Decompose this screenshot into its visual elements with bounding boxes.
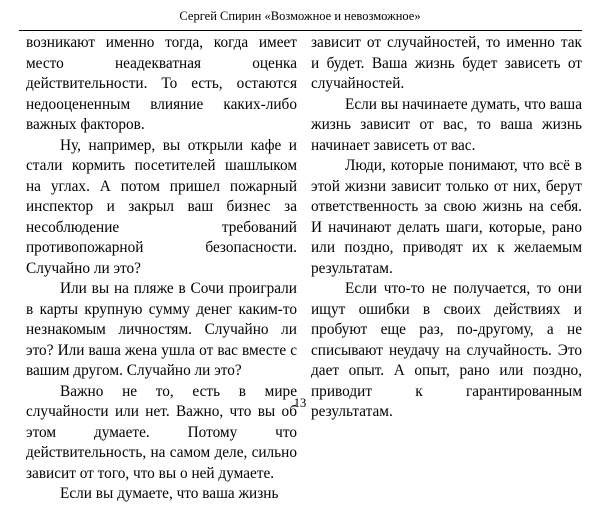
paragraph: возникают именно тогда, когда имеет место неадекватная оценка действительности. То есть, остаются недооцененным влияние каких-либо важных факторов. [26, 34, 297, 133]
paragraph: Если вы думаете, что ваша жизнь [60, 485, 279, 502]
right-column [311, 33, 582, 423]
page-number: 13 [293, 396, 307, 410]
paragraph: зависит от случайностей, то именно так и будет. Ваша жизнь будет зависеть от случайностей. [311, 34, 582, 92]
left-column [26, 33, 297, 505]
paragraph: Или вы на пляже в Сочи проиграли в карты крупную сумму денег каким-то незнакомым личностям. Случайно ли это? Или ваша жена ушла от вас вместе с вашим другом. Случайно ли это? [26, 280, 297, 379]
paragraph: Ну, например, вы открыли кафе и стали кормить посетителей шашлыком на углах. А потом пришел пожарный инспектор и закрыл ваш бизнес за несоблюдение требований противопожарной безопасности. Случайно ли это? [26, 136, 297, 277]
paragraph: Люди, которые понимают, что всё в этой жизни зависит только от них, берут ответственность за свою жизнь на себя. И начинают делать шаги, которые, рано или поздно, приводят их к желаемым результатам. [311, 157, 582, 277]
paragraph: Если вы начинаете думать, что ваша жизнь зависит от вас, то ваша жизнь начинает зависеть от вас. [311, 95, 582, 154]
running-header: Сергей Спирин «Возможное и невозможное» [179, 9, 421, 23]
paragraph: Если что-то не получается, то они ищут ошибки в своих действиях и пробуют еще раз, по-другому, а не списывают неудачу на случайность. Это дает опыт. А опыт, рано или поздно, приводит к гарантированным результатам. [311, 280, 582, 420]
header-rule [19, 30, 582, 31]
paragraph: Важно не то, есть в мире случайности или нет. Важно, что вы об этом думаете. Потому что действительность, на самом деле, сильно зависит от того, что вы о ней думаете. [26, 382, 297, 482]
